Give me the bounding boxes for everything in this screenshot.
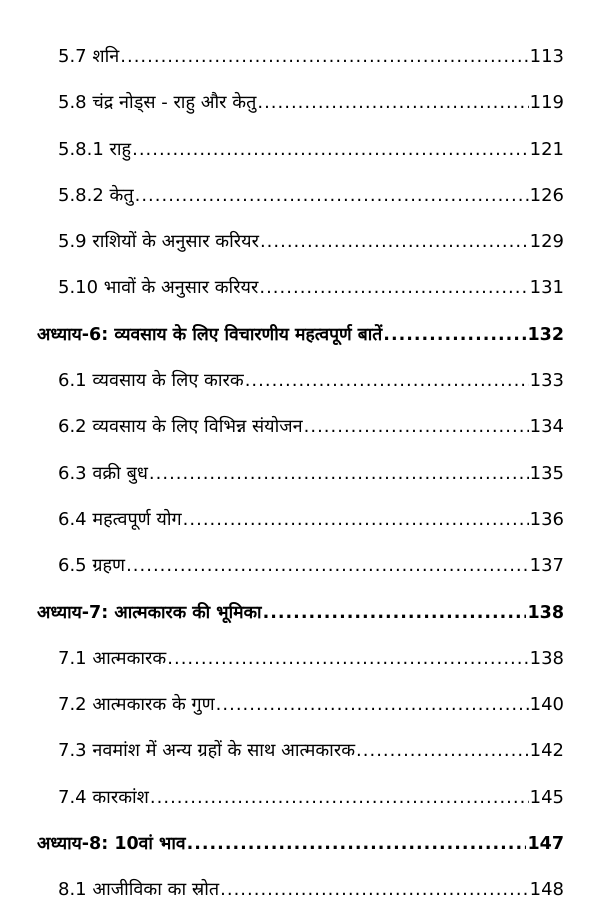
toc-entry-5-9 (0, 219, 600, 265)
toc-entry-label: 7.3 नवमांश में अन्य ग्रहों के साथ आत्मकारक (58, 740, 356, 762)
toc-chapter-7 (0, 590, 600, 636)
toc-page-number: 119 (529, 92, 564, 114)
toc-dot-leader (183, 497, 529, 543)
toc-entry-5-8 (0, 80, 600, 126)
toc-entry-6-2 (0, 404, 600, 450)
toc-page-number: 147 (527, 834, 564, 855)
toc-dot-leader (356, 728, 529, 774)
toc-page-number: 142 (529, 740, 564, 762)
toc-dot-leader (120, 34, 528, 80)
toc-page-number: 121 (529, 138, 564, 160)
toc-dot-leader (135, 173, 529, 219)
toc-dot-leader (126, 543, 529, 589)
toc-entry-6-1 (0, 358, 600, 404)
toc-entry-label: 6.5 ग्रहण (58, 555, 126, 577)
toc-chapter-label: अध्याय-7: आत्मकारक की भूमिका (37, 602, 262, 623)
toc-entry-label: 5.8 चंद्र नोड्स - राहु और केतु (58, 92, 257, 114)
toc-entry-label: 7.4 कारकांश (58, 786, 149, 808)
toc-chapter-label: अध्याय-6: व्यवसाय के लिए विचारणीय महत्वपूर्ण बातें (37, 324, 383, 345)
toc-chapter-label: अध्याय-8: 10वां भाव (37, 834, 186, 855)
toc-entry-label: 5.10 भावों के अनुसार करियर (58, 277, 259, 299)
toc-entry-label: 5.8.2 केतु (58, 184, 134, 206)
toc-entry-7-1 (0, 636, 600, 682)
toc-entry-label: 6.1 व्यवसाय के लिए कारक (58, 370, 244, 392)
toc-dot-leader (257, 80, 528, 126)
toc-dot-leader (167, 636, 528, 682)
toc-dot-leader (150, 775, 529, 821)
toc-entry-7-4 (0, 775, 600, 821)
toc-dot-leader (149, 451, 529, 497)
toc-page-number: 138 (529, 647, 564, 669)
toc-entry-label: 6.4 महत्वपूर्ण योग (58, 508, 182, 530)
toc-entry-6-5 (0, 543, 600, 589)
toc-entry-label: 5.8.1 राहु (58, 138, 132, 160)
toc-dot-leader (304, 404, 529, 450)
toc-dot-leader (260, 219, 529, 265)
toc-dot-leader (132, 127, 529, 173)
toc-page-number: 113 (529, 46, 564, 67)
toc-page-number: 129 (529, 231, 564, 253)
toc-entry-label: 7.2 आत्मकारक के गुण (58, 694, 215, 716)
toc-entry-label: 5.7 शनि (58, 46, 120, 67)
toc-page-number: 132 (527, 324, 564, 345)
toc-entry-5-10 (0, 265, 600, 311)
toc-page-number: 133 (529, 370, 564, 392)
toc-entry-7-3 (0, 728, 600, 774)
toc-dot-leader (220, 867, 529, 913)
toc-entry-6-3 (0, 451, 600, 497)
toc-entry-label: 6.3 वक्री बुध (58, 462, 148, 484)
toc-page-number: 134 (529, 416, 564, 438)
toc-entry-6-4 (0, 497, 600, 543)
toc-page-number: 148 (529, 879, 564, 901)
toc-dot-leader (245, 358, 529, 404)
toc-page-number: 135 (529, 462, 564, 484)
toc-page-number: 131 (529, 277, 564, 299)
toc-page-number: 126 (529, 184, 564, 206)
toc-page-number: 145 (529, 786, 564, 808)
toc-dot-leader (259, 265, 528, 311)
toc-dot-leader (383, 312, 526, 358)
toc-page-number: 137 (529, 555, 564, 577)
toc-page-number: 136 (529, 508, 564, 530)
toc-entry-5-8-1 (0, 127, 600, 173)
toc-dot-leader (216, 682, 529, 728)
toc-chapter-8 (0, 821, 600, 867)
toc-entry-label: 6.2 व्यवसाय के लिए विभिन्न संयोजन (58, 416, 303, 438)
toc-page-number: 138 (527, 602, 564, 623)
toc-entry-label: 7.1 आत्मकारक (58, 647, 167, 669)
toc-entry-5-8-2 (0, 173, 600, 219)
toc-dot-leader (263, 590, 527, 636)
toc-chapter-6 (0, 312, 600, 358)
toc-entry-label: 5.9 राशियों के अनुसार करियर (58, 231, 259, 253)
toc-page-number: 140 (529, 694, 564, 716)
toc-dot-leader (187, 821, 527, 867)
toc-entry-5-7 (0, 34, 600, 80)
toc-entry-8-1 (0, 867, 600, 913)
toc-entry-label: 8.1 आजीविका का स्रोत (58, 879, 220, 901)
toc-entry-7-2 (0, 682, 600, 728)
